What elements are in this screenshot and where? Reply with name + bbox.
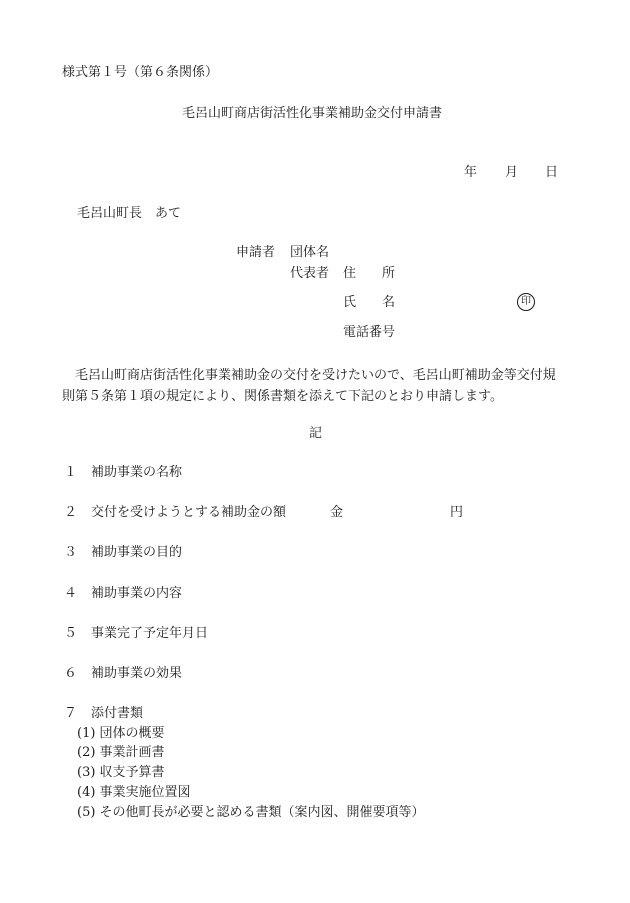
item-label: 添付書類 [91,706,144,721]
attachment-item: (3) 収支予算書 [77,765,165,780]
seal-icon: 印 [517,293,535,311]
group-name-label: 団体名 [290,245,330,260]
ki-heading: 記 [309,426,323,441]
item-number: ４ [64,586,78,601]
item-number: ６ [64,666,78,681]
statement-line-1: 毛呂山町商店街活性化事業補助金の交付を受けたいので、毛呂山町補助金等交付規 [75,368,556,383]
date-year: 年 [464,165,478,180]
representative-label: 代表者 [290,266,330,281]
attachment-item: (1) 団体の概要 [77,726,165,741]
item-label: 交付を受けようとする補助金の額 [91,505,287,520]
date-month: 月 [505,165,519,180]
phone-label: 電話番号 [343,325,396,340]
item-number: １ [64,465,78,480]
document-title: 毛呂山町商店街活性化事業補助金交付申請書 [182,106,443,121]
item-number: ３ [64,545,78,560]
statement-line-2: 則第５条第１項の規定により、関係書類を添えて下記のとおり申請します。 [62,389,503,404]
item-number: ７ [64,706,78,721]
form-number: 様式第１号（第６条関係） [62,65,219,80]
attachment-item: (2) 事業計画書 [77,745,165,760]
date-day: 日 [545,165,559,180]
application-statement [62,365,574,407]
amount-unit: 円 [450,505,464,520]
amount-prefix: 金 [330,505,344,520]
item-label: 事業完了予定年月日 [91,626,209,641]
attachment-item: (4) 事業実施位置図 [77,785,191,800]
item-label: 補助事業の内容 [91,586,183,601]
addressee: 毛呂山町長 あて [77,206,182,221]
item-number: ５ [64,626,78,641]
item-label: 補助事業の効果 [91,666,183,681]
name-label: 氏 名 [343,295,396,310]
attachment-item: (5) その他町長が必要と認める書類（案内図、開催要項等） [77,805,425,820]
item-label: 補助事業の目的 [91,545,183,560]
item-label: 補助事業の名称 [91,465,183,480]
applicant-label: 申請者 [236,245,276,260]
address-label: 住 所 [343,266,396,281]
item-number: ２ [64,505,78,520]
